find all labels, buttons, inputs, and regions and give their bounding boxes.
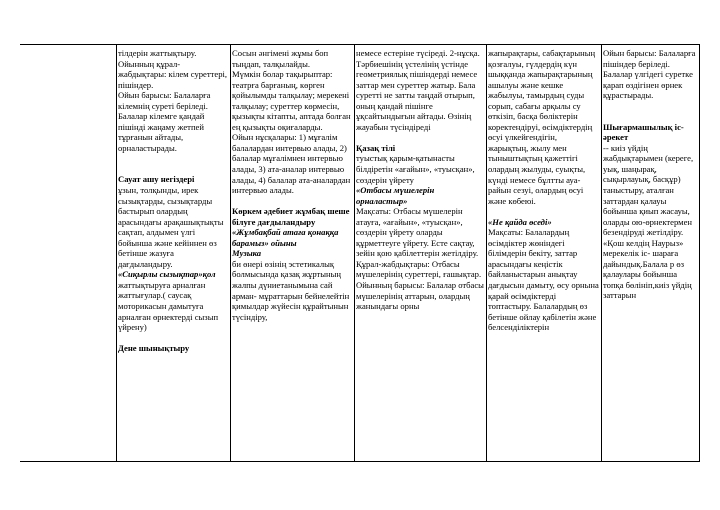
- paragraph-text: ұзын, толқынды, ирек сызықтарды, сызықтарды бастырып олардың арасындағы арақашықтықты сақтап, алдымен үлгі бойынша және кейіннен өз бетінше жазуға дағдыландыру.: [118, 185, 224, 269]
- section-heading: Музыка: [232, 248, 262, 259]
- paragraph-text: немесе естеріне түсіреді. 2-нұсқа.: [356, 48, 480, 58]
- spacer: [118, 153, 228, 174]
- paragraph-text: Сосын әнгімені жұмы боп тыңдап, талқылайды.: [232, 48, 329, 69]
- table-cell-column-1: [118, 48, 228, 354]
- table-cell-column-4: [488, 48, 599, 333]
- spacer: [232, 196, 352, 207]
- table-cell-column-5: [603, 48, 697, 301]
- column-divider: [230, 45, 231, 461]
- paragraph-text: Ойынның барысы: Балалар отбасы мүшелерінің аттарын, олардың жанындағы орны: [356, 279, 484, 312]
- section-heading: «Жұмбақбай атаға қонаққа барамыз» ойыны: [232, 227, 339, 248]
- paragraph-text: Тәрбиешінің үстелінің үстінде геометриялық пішіндерді немесе заттар мен суреттер жатыр. Бала суретті не затты таңдай отырып, оның қандай пішінге ұқсайтындығын айтады. Өзінің жауабын түсіндіреді: [356, 58, 478, 132]
- table-cell-column-3: [356, 48, 484, 312]
- paragraph-text: Ойын барысы: Балаларға кілемнің суреті беріледі. Балалар кілемге қандай пішінді жаңаму жетпей тұрғанын айтады, орналастырады.: [118, 90, 211, 153]
- column-divider: [354, 45, 355, 461]
- paragraph-text: туыстық қарым-қатынасты білдіретін «ағайын», «туысқан», сөздерін үйрету: [356, 153, 475, 185]
- paragraph-text: би өнері өзінің эстетикалық болмысында қазақ жұртының жалпы дүниетанымына сай арман- мұраттарын бейнелейтін қимылдар жүйесін құрайтынын түсіндіру,: [232, 258, 350, 322]
- section-heading: Сауат ашу негіздері: [118, 174, 195, 185]
- paragraph-text: Құрал-жабдықтары: Отбасы мүшелерінің суреттері, ғашықтар.: [356, 258, 482, 280]
- spacer: [118, 333, 228, 344]
- paragraph-text: жапырақтары, сабақтарының қозғалуы, гүлдердің күн шыққанда жапырақтарының ашылуы және кешке жабылуы, тамырдың суды сорып, сабағы арқылы су өткізіп, басқа бөліктерін коректендіруі, өсімдіктердің өсуі үлкейгендігін, жарықтың, жылу мен тыныштықтың қажеттігі олардың жылуды, суықты, күнді немесе бұлтты ауа- райын сезуі, олардың өсуі және көбеюі.: [488, 48, 596, 206]
- paragraph-text: Мақсаты: Балалардың өсімдіктер жөніндегі білімдерін бекіту, заттар арасындағы кеңістік байланыстарын анықтау дағдысын дамыту, өсу орнына қарай өсімдіктерді топтастыру. Балалардың өз бетінше ойлау қабілетін және белсенділіктерін: [488, 227, 599, 333]
- paragraph-text: тілдерін жаттықтыру.: [118, 48, 197, 58]
- paragraph-text: «Қош келдің Наурыз»: [603, 237, 684, 248]
- column-divider: [116, 45, 117, 461]
- lesson-plan-table: [20, 44, 700, 462]
- section-heading: «Отбасы мүшелерін орналастыр»: [356, 185, 435, 206]
- paragraph-text: -- киіз үйдің жабдықтарымен (кереге, уық, шаңырақ, сықырлауық, басқұр) таныстыру, аталған заттардан қалауы бойынша қиып жасауы, оларды ою-өрнектермен безендіруді жетілдіру.: [603, 142, 694, 238]
- section-heading: Көркем әдебиет жұмбақ шеше білуге дағдыландыру: [232, 206, 350, 227]
- section-heading: «Не қайда өседі»: [488, 216, 552, 227]
- spacer: [603, 101, 697, 122]
- column-divider: [699, 45, 700, 461]
- section-heading: Дене шынықтыру: [118, 343, 190, 354]
- paragraph-text: Ойын барысы: Балаларға пішіндер беріледі. Балалар үлгідегі суретке қарап өздігінен өрнек құрастырады.: [603, 48, 696, 101]
- paragraph-text: жаттықтыруға арналған жаттығулар.( саусақ моторикасын дамытуға арналған өрнектерді сызып үйрену): [118, 279, 219, 333]
- section-heading: Шығармашылық іс-әрекет: [603, 121, 684, 143]
- column-divider: [601, 45, 602, 461]
- spacer: [488, 206, 599, 217]
- column-divider: [486, 45, 487, 461]
- paragraph-text: Ойын нұсқалары: 1) мұғалім балалардан интервью алады, 2) балалар мұғалімнен интервью алады, 3) ата-аналар интервью алады, 4) балалар ата-аналардан интервью алады.: [232, 132, 351, 196]
- paragraph-text: Ойынның құрал-жабдықтары: кілем суреттері, пішіндер.: [118, 58, 228, 90]
- paragraph-text: мерекелік іс- шараға дайындық.Балала р өз қалаулары бойынша топқа бөлініп,киіз үйдің заттарын: [603, 248, 692, 301]
- section-heading: Қазақ тілі: [356, 142, 396, 153]
- table-cell-column-2: [232, 48, 352, 322]
- section-heading: «Сиқырлы сызықтар»қол: [118, 269, 216, 280]
- spacer: [356, 132, 484, 143]
- paragraph-text: Мақсаты: Отбасы мүшелерін атауға, «ағайын», «туысқан», сөздерін үйрету оларды құрметтеуге үйрету. Есте сақтау, зейін қою қабілеттерін жетілдіру.: [356, 206, 479, 259]
- paragraph-text: Мүмкін болар тақырыптар: театрға барғаның, көрген қойылымды талқылау; мерекені талқылау; суреттер көрмесін, қызықты кітапты, аптада болған ең қызықты оқиғаларды.: [232, 69, 351, 132]
